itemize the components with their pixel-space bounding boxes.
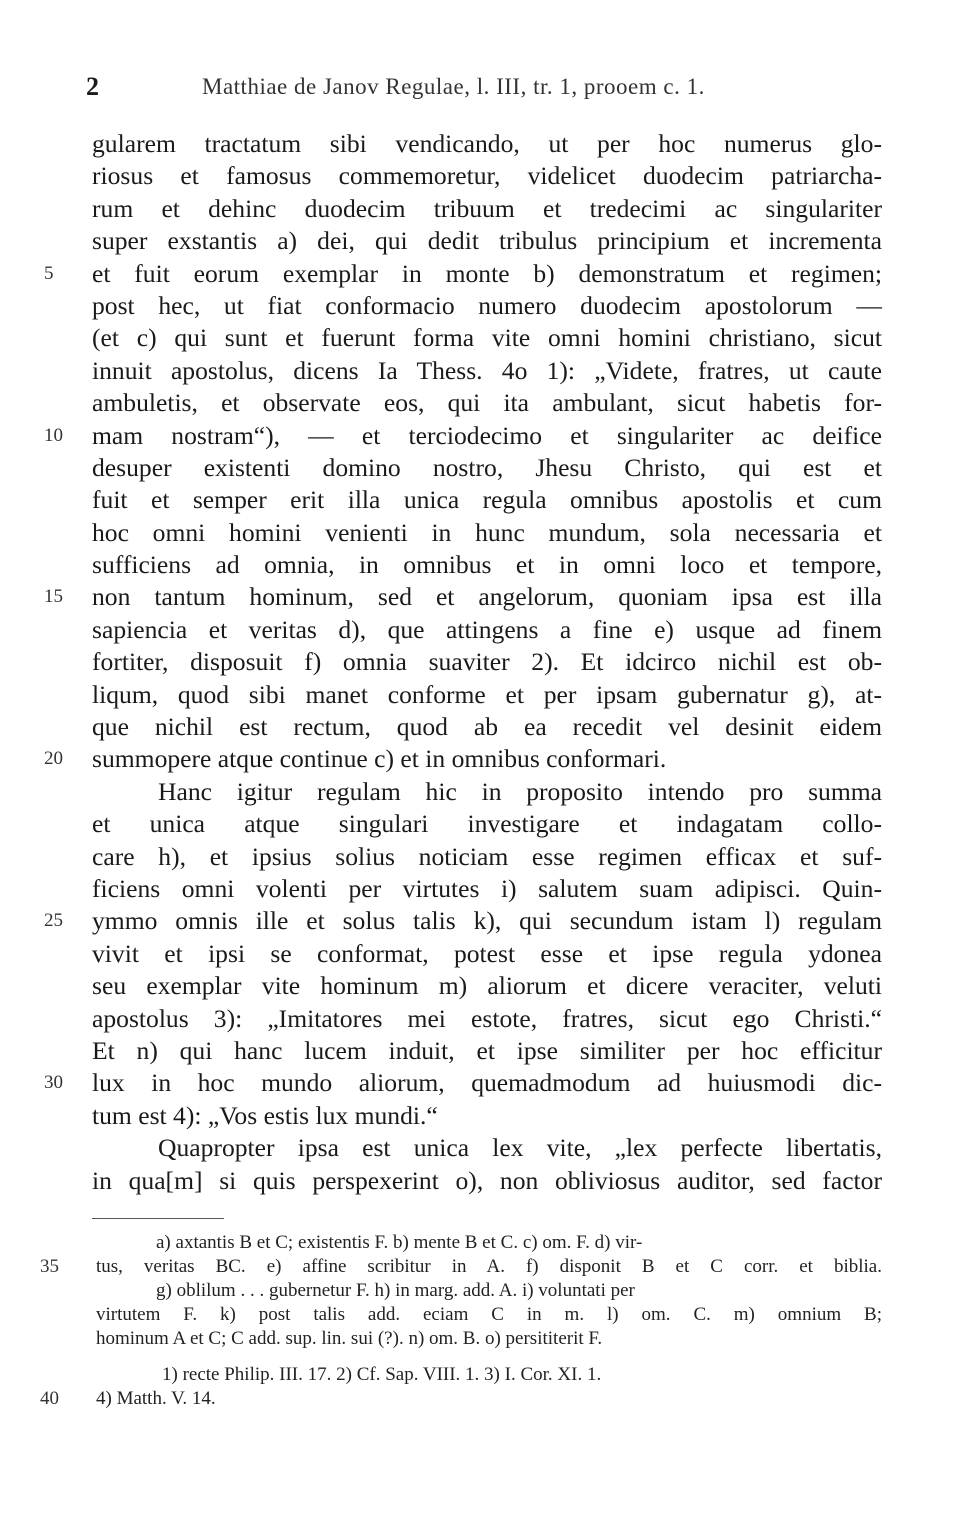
page-header (86, 72, 886, 108)
text-line (92, 1035, 882, 1067)
text-line (92, 1165, 882, 1197)
text-line (92, 452, 882, 484)
text-line (92, 128, 882, 160)
text-line (92, 322, 882, 354)
line-text: innuit apostolus, dicens Ia Thess. 4o 1): „Videte, fratres, ut caute (92, 355, 882, 385)
line-text: fuit et semper erit illa unica regula omnibus apostolis et cum (92, 485, 882, 515)
line-text: apostolus 3): „Imitatores mei estote, fratres, sicut ego Christi.“ (92, 1003, 882, 1033)
footnote-gap (96, 1351, 882, 1363)
line-number: 35 (40, 1256, 59, 1277)
line-text: vivit et ipsi se conformat, potest esse et ipse regula ydonea (92, 938, 882, 968)
line-text: a) axtantis B et C; existentis F. b) mente B et C. c) om. F. d) vir- (156, 1232, 643, 1253)
text-line (44, 258, 882, 290)
footnote-line (40, 1387, 882, 1411)
line-text: in qua[m] si quis perspexerint o), non obliviosus auditor, sed factor (92, 1165, 882, 1195)
text-line (92, 614, 882, 646)
line-text: care h), et ipsius solius noticiam esse regimen efficax et suf- (92, 841, 882, 871)
line-text: rum et dehinc duodecim tribuum et tredecimi ac singulariter (92, 193, 882, 223)
line-number: 10 (44, 424, 63, 446)
line-text: fortiter, disposuit f) omnia suaviter 2). Et idcirco nichil est ob- (92, 647, 882, 677)
line-text: sufficiens ad omnia, in omnibus et in omni loco et tempore, (92, 550, 882, 580)
text-line (92, 808, 882, 840)
line-text: summopere atque continue c) et in omnibus conformari. (92, 744, 667, 774)
line-text: hominum A et C; C add. sup. lin. sui (?). n) om. B. o) persititerit F. (96, 1328, 603, 1349)
line-text: riosus et famosus commemoretur, videlicet duodecim patriarcha- (92, 161, 882, 191)
line-number: 40 (40, 1388, 59, 1409)
line-text: Hanc igitur regulam hic in proposito intendo pro summa (158, 776, 882, 806)
line-text: Quapropter ipsa est unica lex vite, „lex perfecte libertatis, (158, 1133, 882, 1163)
line-text: lux in hoc mundo aliorum, quemadmodum ad huiusmodi dic- (92, 1068, 882, 1098)
text-line (44, 581, 882, 613)
text-line (92, 225, 882, 257)
line-text: non tantum hominum, sed et angelorum, quoniam ipsa est illa (92, 582, 882, 612)
line-text: (et c) qui sunt et fuerunt forma vite omni homini christiano, sicut (92, 323, 882, 353)
footnotes (40, 1231, 882, 1411)
text-line (44, 1067, 882, 1099)
line-text: sapiencia et veritas d), que attingens a fine e) usque ad finem (92, 614, 882, 644)
text-line (92, 517, 882, 549)
line-text: ambuletis, et observate eos, qui ita ambulant, sicut habetis for- (92, 388, 882, 418)
text-line (92, 1132, 882, 1164)
line-text: super exstantis a) dei, qui dedit tribulus principium et incrementa (92, 226, 882, 256)
line-text: tum est 4): „Vos estis lux mundi.“ (92, 1100, 438, 1130)
line-number: 30 (44, 1072, 63, 1094)
footnote-line (96, 1363, 882, 1387)
text-line (92, 970, 882, 1002)
line-text: 1) recte Philip. III. 17. 2) Cf. Sap. VIII. 1. 3) I. Cor. XI. 1. (162, 1364, 602, 1385)
text-line (92, 549, 882, 581)
line-text: desuper existenti domino nostro, Jhesu Christo, qui est et (92, 452, 882, 482)
page-number: 2 (86, 72, 99, 101)
line-text: hoc omni homini venienti in hunc mundum, sola necessaria et (92, 517, 882, 547)
line-number: 15 (44, 586, 63, 608)
text-line (92, 387, 882, 419)
text-line (92, 193, 882, 225)
text-line (44, 743, 882, 775)
footnote-line (96, 1303, 882, 1327)
source-notes (40, 1363, 882, 1411)
line-text: g) oblilum . . . gubernetur F. h) in marg. add. A. i) voluntati per (156, 1280, 635, 1301)
running-title: Matthiae de Janov Regulae, l. III, tr. 1, prooem c. 1. (202, 74, 705, 99)
text-line (44, 420, 882, 452)
line-text: post hec, ut fiat conformacio numero duodecim apostolorum — (92, 290, 882, 320)
line-number: 20 (44, 748, 63, 770)
line-text: 4) Matth. V. 14. (96, 1388, 216, 1409)
text-line (92, 646, 882, 678)
main-text (44, 128, 882, 1197)
text-line (92, 679, 882, 711)
text-line (92, 873, 882, 905)
line-text: que nichil est rectum, quod ab ea recedit vel desinit eidem (92, 712, 882, 742)
line-text: Et n) qui hanc lucem induit, et ipse similiter per hoc efficitur (92, 1035, 882, 1065)
text-line (92, 355, 882, 387)
line-text: et unica atque singulari investigare et indagatam collo- (92, 809, 882, 839)
critical-apparatus (40, 1231, 882, 1351)
line-number: 5 (44, 262, 54, 284)
text-line (92, 776, 882, 808)
line-text: ficiens omni volenti per virtutes i) salutem suam adipisci. Quin- (92, 873, 882, 903)
line-text: gularem tractatum sibi vendicando, ut per hoc numerus glo- (92, 129, 882, 158)
footnote-line (40, 1255, 882, 1279)
line-number: 25 (44, 910, 63, 932)
footnote-line (96, 1327, 882, 1351)
line-text: liqum, quod sibi manet conforme et per ipsam gubernatur g), at- (92, 679, 882, 709)
text-line (92, 1100, 882, 1132)
text-line (92, 290, 882, 322)
text-line (92, 841, 882, 873)
text-line (44, 905, 882, 937)
text-line (92, 938, 882, 970)
text-line (92, 711, 882, 743)
line-text: mam nostram“), — et terciodecimo et singulariter ac deifice (92, 420, 882, 450)
line-text: ymmo omnis ille et solus talis k), qui secundum istam l) regulam (92, 906, 882, 936)
line-text: seu exemplar vite hominum m) aliorum et dicere veraciter, veluti (92, 971, 882, 1001)
line-text: tus, veritas BC. e) affine scribitur in A. f) disponit B et C corr. et biblia. (96, 1256, 882, 1277)
text-line (92, 484, 882, 516)
line-text: virtutem F. k) post talis add. eciam C in m. l) om. C. m) omnium B; (96, 1304, 882, 1325)
text-line (92, 1003, 882, 1035)
line-text: et fuit eorum exemplar in monte b) demonstratum et regimen; (92, 258, 882, 288)
footnote-separator (92, 1218, 224, 1219)
footnote-line (96, 1231, 882, 1255)
text-line (92, 160, 882, 192)
footnote-line (96, 1279, 882, 1303)
